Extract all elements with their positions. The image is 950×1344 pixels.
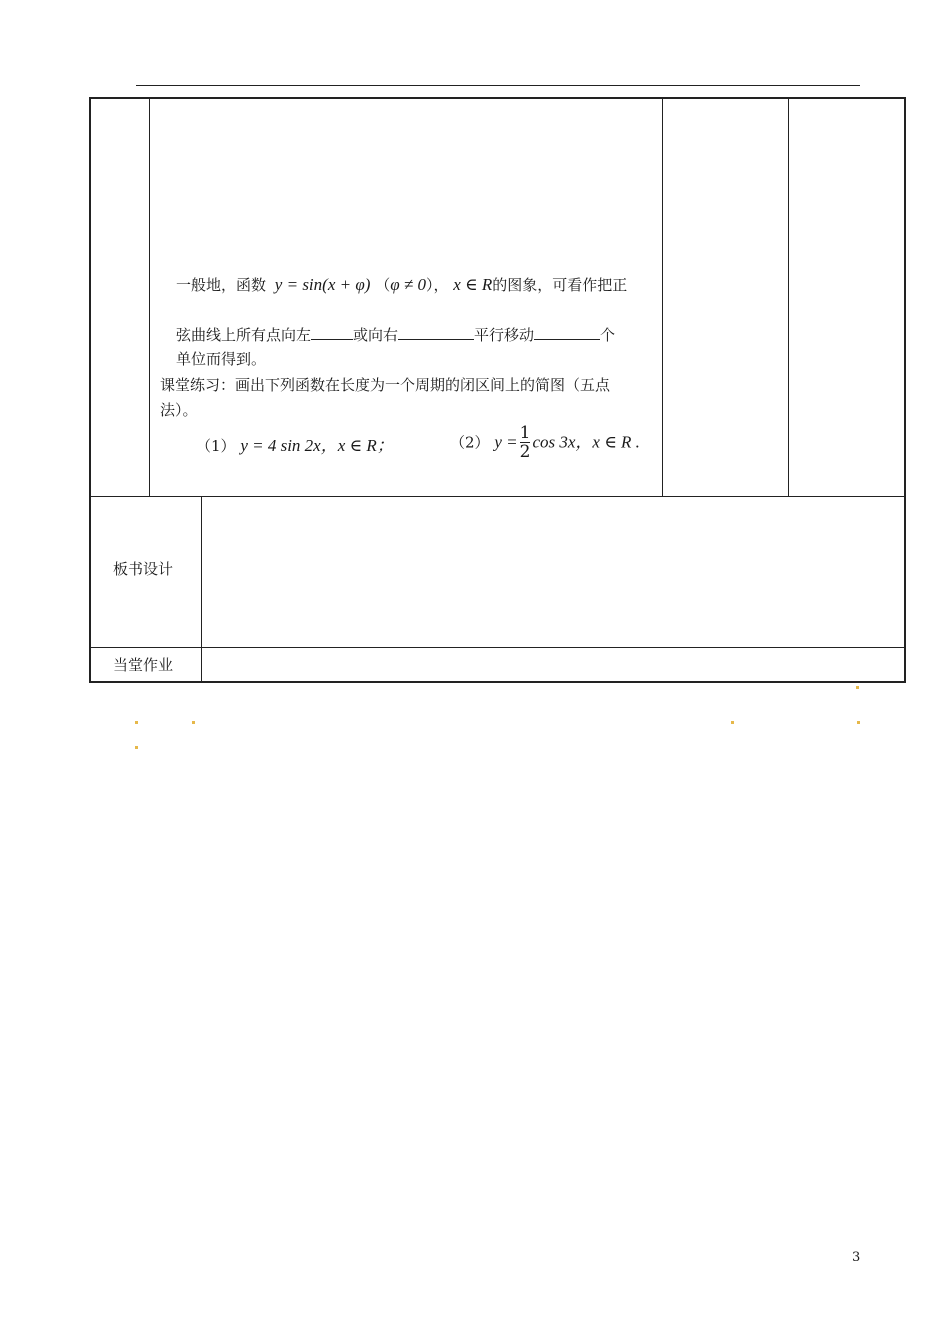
intro-line-1 [176, 275, 627, 295]
item-1-formula: y = 4 sin 2x [240, 436, 321, 455]
mark-dot [731, 721, 734, 724]
col-divider-2 [662, 97, 663, 497]
intro-text-left: 弦曲线上所有点向左 [176, 326, 312, 344]
condition-open: （ [375, 276, 391, 294]
item-1-label: （1） [196, 437, 236, 455]
intro-text-measure: 个 [600, 326, 616, 344]
exercise-line-1 [160, 376, 610, 394]
function-formula: y = sin(x + φ) [274, 275, 371, 294]
item-2-label: （2） [450, 433, 490, 452]
mark-dot [135, 746, 138, 749]
item-2-formula: cos 3x [532, 432, 576, 452]
label-col-divider [201, 496, 202, 683]
domain-formula: x ∈ R [453, 275, 493, 294]
header-rule [136, 85, 860, 86]
fraction-numerator: 1 [519, 423, 531, 443]
item-2-domain: ，x ∈ R . [575, 432, 640, 452]
homework-label: 当堂作业 [113, 656, 174, 674]
item-1-domain: ，x ∈ R； [320, 436, 394, 455]
condition-close: ）， [425, 276, 449, 294]
exercise-instruction-end: 法）。 [160, 401, 198, 419]
board-design-label: 板书设计 [113, 560, 174, 578]
blank-units [534, 338, 600, 340]
intro-text-right: 或向右 [353, 326, 399, 344]
mark-dot [192, 721, 195, 724]
fraction-one-half [520, 424, 531, 461]
intro-line-2 [176, 326, 615, 344]
exercise-item-1 [196, 436, 394, 456]
page-number: 3 [852, 1250, 861, 1265]
intro-line-3 [176, 350, 266, 368]
intro-text-shift: 平行移动 [474, 326, 535, 344]
row-divider-2 [89, 647, 906, 648]
col-divider-3 [788, 97, 789, 497]
fraction-denominator: 2 [519, 442, 531, 462]
blank-left [311, 338, 353, 340]
item-2-y: y = [494, 432, 518, 452]
mark-dot [856, 686, 859, 689]
exercise-line-2 [160, 401, 198, 419]
intro-text-end: 单位而得到。 [176, 350, 267, 368]
blank-right [398, 338, 474, 340]
row-divider-1 [89, 496, 906, 497]
intro-prefix: 一般地，函数 [176, 276, 267, 294]
exercise-item-2 [450, 424, 640, 461]
condition-formula: φ ≠ 0 [390, 275, 426, 294]
exercise-instruction: 课堂练习：画出下列函数在长度为一个周期的闭区间上的简图（五点 [160, 376, 611, 394]
mark-dot [857, 721, 860, 724]
intro-suffix: 的图象，可看作把正 [492, 276, 628, 294]
mark-dot [135, 721, 138, 724]
col-divider-1 [149, 97, 150, 497]
